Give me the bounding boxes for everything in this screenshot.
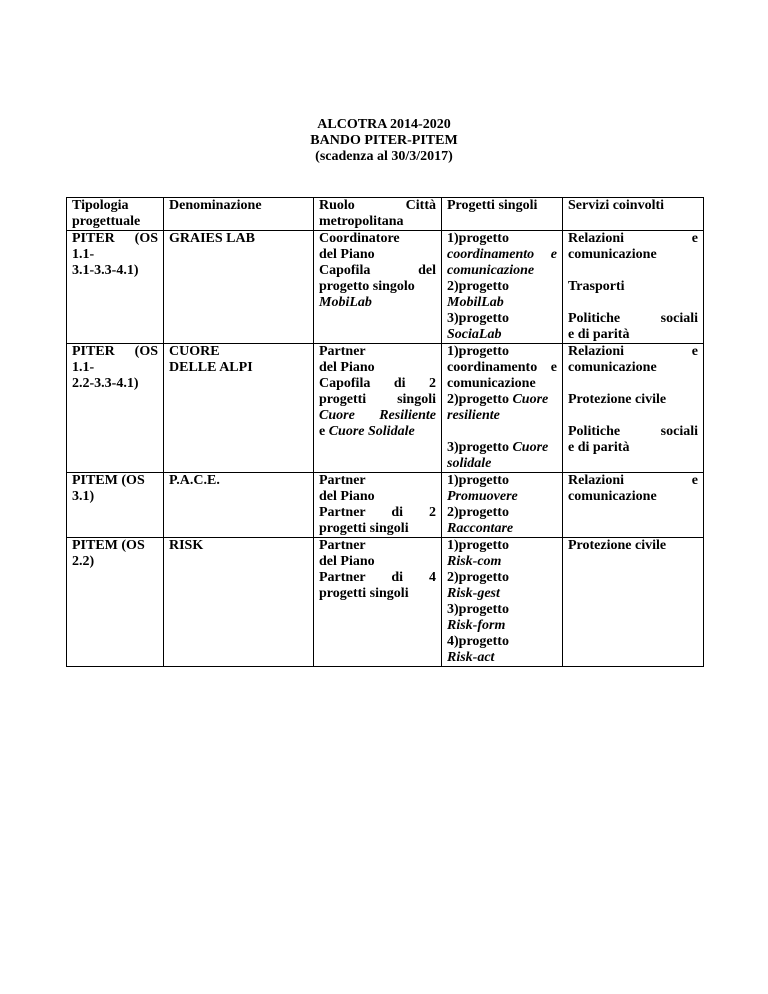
cell-progetti: 1)progetto Promuovere 2)progetto Raccontare bbox=[442, 473, 563, 538]
projects-table bbox=[66, 197, 704, 667]
title-line-2: BANDO PITER-PITEM bbox=[310, 133, 458, 148]
header-tipologia: Tipologia progettuale bbox=[67, 198, 164, 231]
cell-ruolo: Partner del Piano Capofila di 2 progetti singoli Cuore Resiliente e Cuore Solidale bbox=[314, 344, 442, 473]
cell-servizi: Relazioni e comunicazione Protezione civile Politiche sociali e di parità bbox=[563, 344, 704, 473]
cell-tipologia: PITER (OS 1.1- 3.1-3.3-4.1) bbox=[67, 231, 164, 344]
cell-ruolo: Coordinatore del Piano Capofila del progetto singolo MobiLab bbox=[314, 231, 442, 344]
header-denominazione: Denominazione bbox=[164, 198, 314, 231]
cell-denominazione: GRAIES LAB bbox=[164, 231, 314, 344]
table-header-row bbox=[67, 198, 704, 231]
cell-servizi: Relazioni e comunicazione bbox=[563, 473, 704, 538]
title-line-3: (scadenza al 30/3/2017) bbox=[315, 149, 453, 164]
cell-denominazione: CUORE DELLE ALPI bbox=[164, 344, 314, 473]
cell-servizi: Protezione civile bbox=[563, 538, 704, 667]
cell-tipologia: PITEM (OS 3.1) bbox=[67, 473, 164, 538]
cell-tipologia: PITER (OS 1.1- 2.2-3.3-4.1) bbox=[67, 344, 164, 473]
header-progetti: Progetti singoli bbox=[442, 198, 563, 231]
cell-servizi: Relazioni e comunicazione Trasporti Politiche sociali e di parità bbox=[563, 231, 704, 344]
cell-ruolo: Partner del Piano Partner di 4 progetti singoli bbox=[314, 538, 442, 667]
cell-denominazione: RISK bbox=[164, 538, 314, 667]
cell-progetti: 1)progetto coordinamento e comunicazione 2)progetto MobilLab 3)progetto SociaLab bbox=[442, 231, 563, 344]
document-title bbox=[0, 117, 768, 165]
table-row bbox=[67, 231, 704, 344]
cell-denominazione: P.A.C.E. bbox=[164, 473, 314, 538]
table-row bbox=[67, 538, 704, 667]
table-row bbox=[67, 344, 704, 473]
cell-ruolo: Partner del Piano Partner di 2 progetti singoli bbox=[314, 473, 442, 538]
table-row bbox=[67, 473, 704, 538]
cell-progetti: 1)progetto coordinamento e comunicazione 2)progetto Cuore resiliente 3)progetto Cuore solidale bbox=[442, 344, 563, 473]
cell-tipologia: PITEM (OS 2.2) bbox=[67, 538, 164, 667]
header-servizi: Servizi coinvolti bbox=[563, 198, 704, 231]
title-line-1: ALCOTRA 2014-2020 bbox=[317, 117, 451, 132]
header-ruolo: Ruolo Città metropolitana bbox=[314, 198, 442, 231]
cell-progetti: 1)progetto Risk-com 2)progetto Risk-gest 3)progetto Risk-form 4)progetto Risk-act bbox=[442, 538, 563, 667]
